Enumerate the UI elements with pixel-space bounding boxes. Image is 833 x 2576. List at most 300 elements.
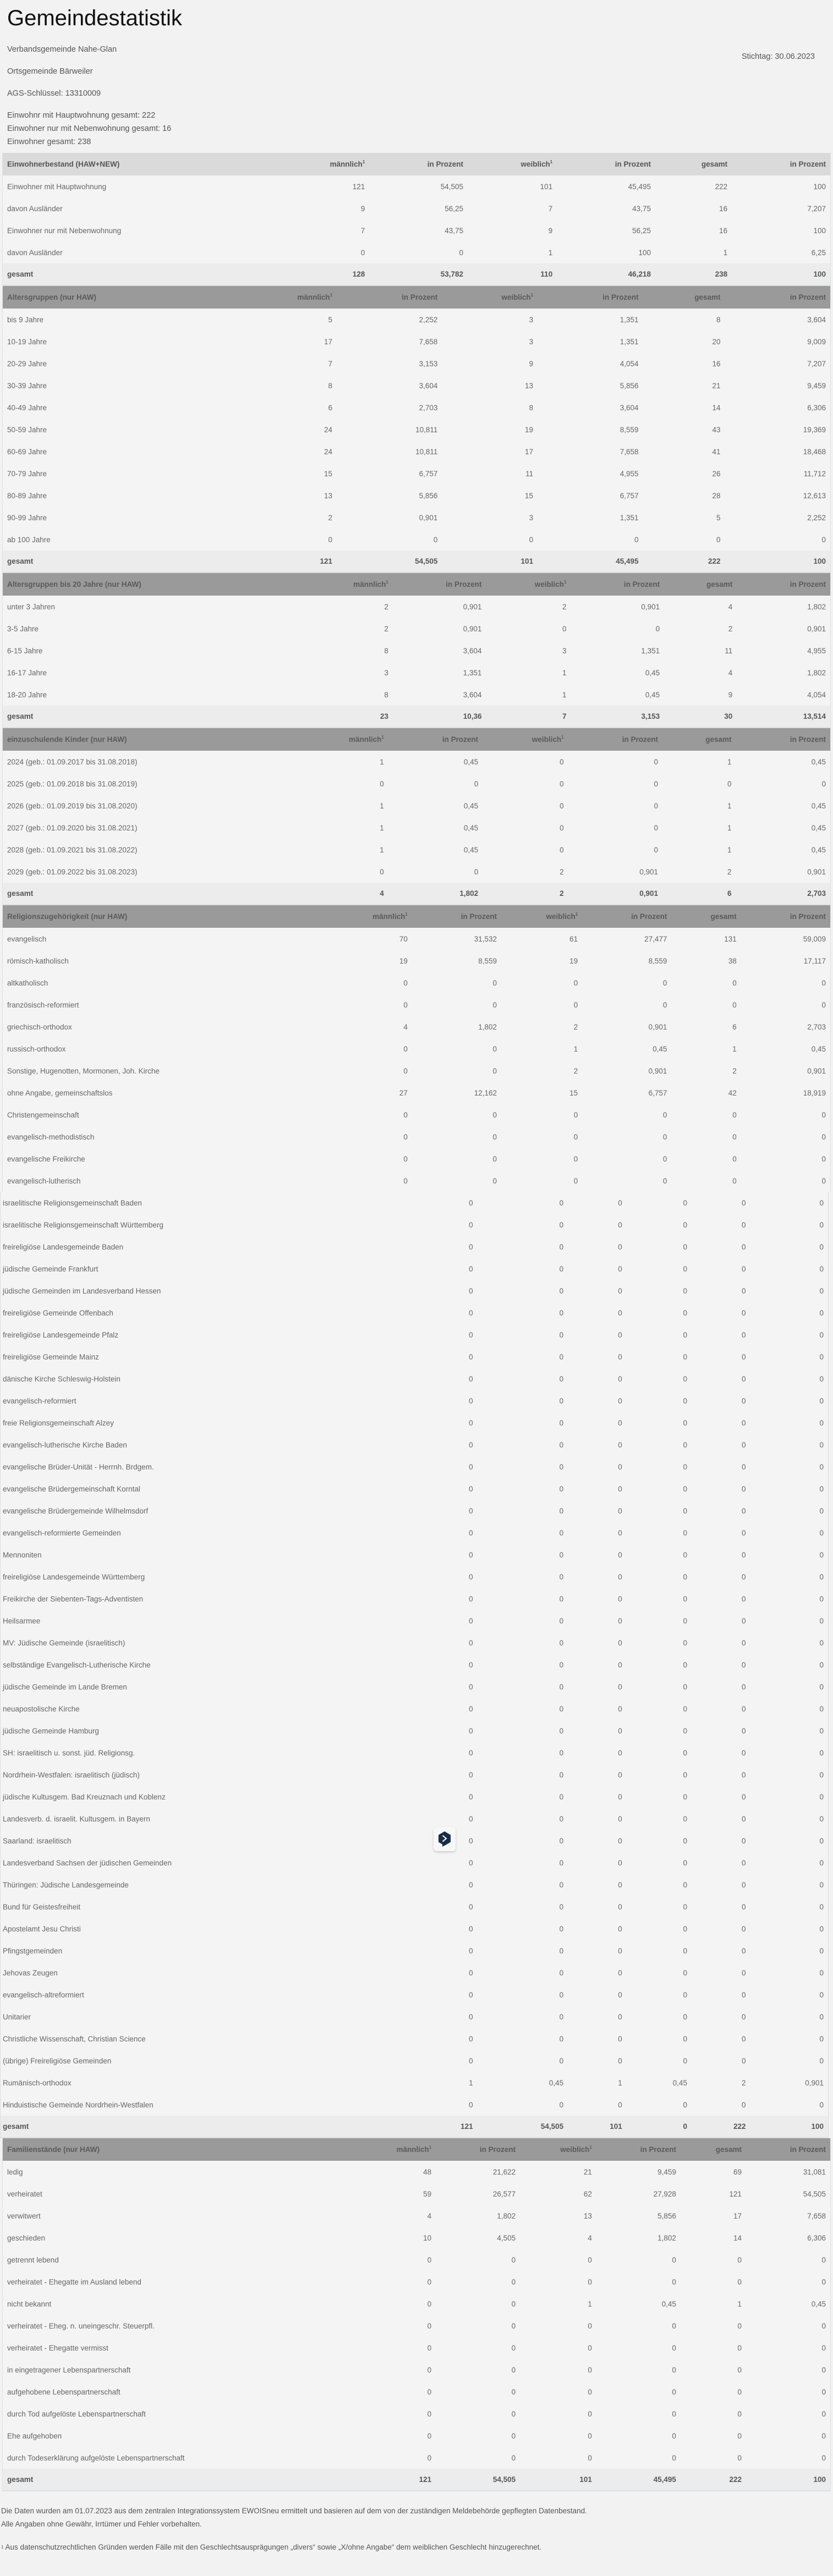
row-label: freireligiöse Landesgemeinde Pfalz — [3, 1330, 119, 1339]
col-prozent-m: 0 — [492, 1176, 497, 1185]
col-prozent-g: 11,712 — [803, 469, 826, 478]
col-prozent-g: 0 — [821, 2365, 826, 2374]
col-prozent-m: 7,658 — [419, 337, 438, 346]
row-label: evangelisch-reformiert — [3, 1396, 76, 1405]
col-weiblich: 0 — [618, 1220, 622, 1229]
col-gesamt: 121 — [729, 2189, 742, 2198]
col-gesamt: 0 — [737, 2255, 742, 2264]
col-gesamt: 2 — [728, 624, 733, 633]
col-maennlich: 4 — [427, 2211, 432, 2220]
col-weiblich: 0 — [573, 1176, 578, 1185]
col-prozent-w: 45,495 — [628, 182, 651, 191]
row-label: Einwohner nur mit Nebenwohnung — [7, 226, 122, 235]
table-row — [3, 1082, 830, 1104]
row-label: israelitische Religionsgemeinschaft Württemberg — [3, 1220, 163, 1229]
col-prozent-w: 0 — [683, 1770, 687, 1779]
table-row — [1, 1280, 828, 1302]
table-row — [3, 2249, 830, 2271]
col-weiblich: 8 — [529, 403, 534, 412]
col-weiblich: 21 — [583, 2167, 592, 2176]
col-prozent-w: 0 — [683, 1374, 687, 1383]
col-gesamt: 0 — [742, 1660, 746, 1669]
col-prozent-g: 7,658 — [807, 2211, 826, 2220]
row-label: evangelisch-reformierte Gemeinden — [3, 1528, 121, 1537]
row-label: jüdische Gemeinde Hamburg — [3, 1726, 99, 1735]
col-maennlich: 0 — [469, 1682, 473, 1691]
col-prozent-m: 0,45 — [463, 845, 479, 854]
col-maennlich: 9 — [360, 204, 365, 213]
row-label: 50-59 Jahre — [7, 425, 47, 434]
table-row — [1, 1610, 828, 1632]
col-prozent-g: 0 — [819, 1242, 824, 1251]
row-label: geschieden — [7, 2233, 46, 2242]
footnote-mark: 1 — [405, 912, 408, 917]
col-prozent-m: 0 — [559, 2012, 564, 2021]
row-label: Freikirche der Siebenten-Tags-Adventisten — [3, 1594, 144, 1603]
table-row — [3, 2161, 830, 2183]
row-label: Jehovas Zeugen — [3, 1968, 58, 1977]
col-prozent-m: 0 — [559, 1946, 564, 1955]
col-prozent-w: 0 — [683, 1528, 687, 1537]
table-row — [1, 1918, 828, 1940]
col-prozent-w: 1,351 — [641, 646, 660, 655]
col-weiblich: 1 — [562, 668, 567, 677]
col-weiblich: 0 — [573, 1000, 578, 1009]
col-maennlich: 0 — [403, 1066, 408, 1075]
col-weiblich: 0 — [588, 2365, 592, 2374]
col-weiblich-header: weiblich$^1$ — [520, 2138, 596, 2161]
col-prozent-w: 0 — [672, 2387, 676, 2396]
row-label: freireligiöse Gemeinde Mainz — [3, 1352, 99, 1361]
table-row — [1, 1654, 828, 1676]
col-prozent-m: 0 — [559, 1880, 564, 1889]
col-maennlich: 1 — [380, 823, 384, 832]
col-prozent-m: 0 — [559, 1374, 564, 1383]
col-prozent-g: 4,054 — [807, 690, 826, 699]
col-prozent-m: 0 — [559, 1836, 564, 1845]
col-prozent-m: 0 — [559, 1462, 564, 1471]
col-prozent-w: 6,757 — [620, 491, 639, 500]
row-label: 70-79 Jahre — [7, 469, 47, 478]
ortsgemeinde: Ortsgemeinde Bärweiler — [7, 67, 93, 76]
col-prozent-m: 0 — [559, 1418, 564, 1427]
table-row — [1, 1566, 828, 1588]
col-prozent-m: 0 — [559, 2100, 564, 2109]
footnote-text: Aus datenschutzrechtlichen Gründen werden Fälle mit den Geschlechtsausprägungen „divers“ sowie „X/ohne Angabe“ dem weiblichen Geschlecht hinzugerechnet. — [5, 2543, 542, 2551]
col-maennlich: 0 — [427, 2321, 432, 2330]
col-prozent-m: 3,604 — [419, 381, 438, 390]
col-weiblich: 0 — [588, 2343, 592, 2352]
col-prozent-g: 0 — [821, 2409, 826, 2418]
table-row — [1, 1698, 828, 1720]
col-prozent-g: 0 — [819, 1462, 824, 1471]
table-row — [3, 463, 830, 485]
col-weiblich: 0 — [618, 1836, 622, 1845]
col-maennlich: 121 — [353, 2469, 436, 2491]
table-row — [1, 1764, 828, 1786]
col-prozent-m: 0 — [511, 2277, 516, 2286]
col-prozent-w: 1,351 — [620, 513, 639, 522]
table-row — [3, 994, 830, 1016]
col-prozent-m: 0 — [511, 2453, 516, 2462]
table-total-row — [3, 263, 830, 285]
table-row — [3, 2205, 830, 2227]
col-gesamt: 222 — [692, 2116, 750, 2138]
table-row — [1, 1456, 828, 1478]
table-row — [3, 795, 830, 817]
col-gesamt: 30 — [664, 706, 737, 728]
col-maennlich: 0 — [427, 2277, 432, 2286]
footnote-mark: 1 — [330, 293, 333, 298]
col-prozent-w: 0 — [683, 1924, 687, 1933]
col-prozent-w: 0 — [683, 1550, 687, 1559]
row-label: 18-20 Jahre — [7, 690, 47, 699]
col-gesamt: 41 — [712, 447, 721, 456]
col-prozent-w: 0,45 — [653, 1044, 667, 1053]
col-maennlich: 0 — [469, 1990, 473, 1999]
col-prozent-g: 0 — [819, 1748, 824, 1757]
col-gesamt-header: gesamt — [655, 153, 732, 175]
table-row — [1, 2028, 828, 2050]
footnote-mark: 1 — [589, 2145, 592, 2150]
col-gesamt: 0 — [742, 1220, 746, 1229]
col-prozent-m: 26,577 — [492, 2189, 516, 2198]
col-prozent-m: 0 — [492, 1132, 497, 1141]
row-label: evangelische Freikirche — [7, 1154, 85, 1163]
col-gesamt: 0 — [742, 1264, 746, 1273]
col-prozent-w: 0 — [683, 1418, 687, 1427]
col-prozent-g: 0 — [819, 1924, 824, 1933]
row-label: Unitarier — [3, 2012, 31, 2021]
table-row — [3, 2337, 830, 2359]
col-weiblich: 15 — [569, 1088, 578, 1097]
col-gesamt: 2 — [727, 867, 732, 876]
table-row — [1, 1412, 828, 1434]
col-prozent-w: 0 — [654, 823, 659, 832]
col-prozent-g: 2,252 — [807, 513, 826, 522]
col-gesamt: 0 — [716, 535, 721, 544]
verbandsgemeinde: Verbandsgemeinde Nahe-Glan — [7, 45, 117, 54]
col-prozent-m: 0 — [559, 1550, 564, 1559]
col-prozent-w: 0 — [683, 1242, 687, 1251]
table-row — [3, 375, 830, 397]
col-gesamt-header: gesamt — [664, 573, 737, 596]
col-prozent-g: 0 — [819, 1550, 824, 1559]
col-prozent-g: 0 — [821, 1154, 826, 1163]
summary-main-residence: Einwohnr mit Hauptwohnung gesamt: 222 — [7, 111, 156, 120]
col-weiblich: 0 — [618, 1396, 622, 1405]
col-prozent-w: 27,928 — [653, 2189, 676, 2198]
col-gesamt: 0 — [732, 1000, 737, 1009]
col-prozent-w: 0 — [654, 845, 659, 854]
col-prozent-g: 6,306 — [807, 403, 826, 412]
col-prozent-m: 1,802 — [388, 883, 483, 905]
row-label: freireligiöse Landesgemeinde Württemberg — [3, 1572, 145, 1581]
row-label: 80-89 Jahre — [7, 491, 47, 500]
col-maennlich: 0 — [380, 779, 384, 788]
col-prozent-g: 4,955 — [807, 646, 826, 655]
col-weiblich-header: weiblich$^1$ — [501, 905, 582, 928]
col-weiblich: 0 — [618, 1880, 622, 1889]
row-label: SH: israelitisch u. sonst. jüd. Religionsg. — [3, 1748, 135, 1757]
col-prozent-w: 0,45 — [672, 2078, 687, 2087]
table-row — [1, 1808, 828, 1830]
table-row — [1, 1522, 828, 1544]
col-weiblich: 0 — [618, 1946, 622, 1955]
col-weiblich: 2 — [560, 867, 564, 876]
col-gesamt: 1 — [727, 801, 732, 810]
table-row — [3, 596, 830, 618]
col-prozent-w: 0 — [662, 1154, 667, 1163]
col-prozent-g: 0 — [819, 1660, 824, 1669]
col-maennlich: 24 — [324, 425, 333, 434]
col-prozent-m: 0 — [559, 1396, 564, 1405]
col-gesamt: 38 — [728, 956, 737, 965]
col-gesamt: 0 — [737, 2387, 742, 2396]
col-weiblich: 1 — [548, 248, 553, 257]
col-gesamt: 0 — [742, 1440, 746, 1449]
col-maennlich: 70 — [399, 934, 408, 943]
col-prozent-w: 0 — [683, 1396, 687, 1405]
col-weiblich-header: weiblich$^1$ — [483, 728, 568, 751]
table-row — [3, 2359, 830, 2381]
col-prozent-w: 0 — [683, 1726, 687, 1735]
col-maennlich-header: männlich$^1$ — [233, 286, 337, 309]
col-prozent-m: 0 — [559, 1286, 564, 1295]
stat-table — [3, 905, 830, 1192]
col-maennlich: 2 — [328, 513, 333, 522]
table-row — [1, 1896, 828, 1918]
col-gesamt: 0 — [742, 1506, 746, 1515]
col-maennlich: 0 — [469, 1484, 473, 1493]
row-label: in eingetragener Lebenspartnerschaft — [7, 2365, 131, 2374]
row-label: Pfingstgemeinden — [3, 1946, 63, 1955]
col-prozent-g: 0,901 — [807, 1066, 826, 1075]
col-maennlich: 0 — [469, 2034, 473, 2043]
col-prozent-m: 0 — [559, 1990, 564, 1999]
table-row — [3, 1016, 830, 1038]
table-row — [3, 972, 830, 994]
col-maennlich: 3 — [384, 668, 388, 677]
col-prozent-m: 0 — [511, 2255, 516, 2264]
col-prozent-g: 0 — [819, 2056, 824, 2065]
table-title: Einwohnerbestand (HAW+NEW) — [3, 153, 273, 175]
table-row — [3, 1104, 830, 1126]
col-maennlich: 8 — [384, 690, 388, 699]
row-label: israelitische Religionsgemeinschaft Baden — [3, 1198, 142, 1207]
row-label: gesamt — [3, 263, 273, 285]
table-title: Altersgruppen (nur HAW) — [3, 286, 233, 309]
col-gesamt: 0 — [742, 1242, 746, 1251]
row-label: Einwohner mit Hauptwohnung — [7, 182, 107, 191]
col-gesamt: 0 — [742, 1308, 746, 1317]
col-prozent-w: 27,477 — [644, 934, 667, 943]
col-prozent-g: 0,45 — [811, 2299, 826, 2308]
table-total-row — [1, 2116, 828, 2138]
col-prozent-w: 0 — [683, 1330, 687, 1339]
col-prozent-g: 0 — [819, 1814, 824, 1823]
meta-section — [0, 44, 833, 150]
table-row — [3, 2315, 830, 2337]
col-prozent-w: 45,495 — [538, 551, 643, 573]
stat-table — [3, 2138, 830, 2491]
col-weiblich: 0 — [618, 1374, 622, 1383]
col-weiblich: 2 — [483, 883, 568, 905]
table-row — [1, 1984, 828, 2006]
col-gesamt: 0 — [742, 1792, 746, 1801]
table-row — [3, 839, 830, 861]
col-weiblich: 3 — [529, 315, 534, 324]
col-prozent-m: 0,901 — [419, 513, 438, 522]
col-prozent-m: 0 — [559, 1220, 564, 1229]
table-title: einzuschulende Kinder (nur HAW) — [3, 728, 296, 751]
table-row — [3, 861, 830, 883]
table-row — [3, 2403, 830, 2425]
col-prozent-w: 4,955 — [620, 469, 639, 478]
col-gesamt-header: gesamt — [671, 905, 741, 928]
col-maennlich: 0 — [427, 2409, 432, 2418]
col-prozent-g: 100 — [813, 182, 826, 191]
col-prozent-g: 0 — [821, 2255, 826, 2264]
col-gesamt: 0 — [742, 2012, 746, 2021]
col-prozent-g-header: in Prozent — [737, 573, 830, 596]
col-prozent-m: 0 — [511, 2431, 516, 2440]
row-label: gesamt — [3, 706, 301, 728]
col-weiblich: 0 — [588, 2431, 592, 2440]
col-maennlich: 48 — [423, 2167, 432, 2176]
table-5 — [2, 2138, 831, 2491]
col-gesamt: 0 — [742, 1528, 746, 1537]
col-weiblich: 0 — [573, 1132, 578, 1141]
table-total-row — [3, 2469, 830, 2491]
col-prozent-g: 3,604 — [807, 315, 826, 324]
col-weiblich: 0 — [618, 1440, 622, 1449]
col-prozent-g: 31,081 — [803, 2167, 826, 2176]
table-total-row — [3, 883, 830, 905]
footnote-mark: 1 — [362, 159, 365, 164]
col-weiblich: 1 — [573, 1044, 578, 1053]
col-prozent-w: 0 — [634, 535, 639, 544]
col-maennlich: 0 — [469, 1902, 473, 1911]
col-prozent-g: 0 — [821, 535, 826, 544]
col-maennlich: 0 — [469, 1198, 473, 1207]
col-gesamt: 6 — [732, 1022, 737, 1031]
table-row — [1, 1346, 828, 1368]
col-gesamt: 0 — [742, 1858, 746, 1867]
table-row — [1, 1390, 828, 1412]
col-maennlich: 0 — [469, 1594, 473, 1603]
row-label: verheiratet - Ehegatte im Ausland lebend — [7, 2277, 141, 2286]
row-label: Hinduistische Gemeinde Nordrhein-Westfalen — [3, 2100, 154, 2109]
table-row — [1, 1324, 828, 1346]
footnote-mark: 1 — [381, 735, 384, 740]
col-gesamt: 0 — [742, 1352, 746, 1361]
col-prozent-g: 0 — [819, 1528, 824, 1537]
row-label: römisch-katholisch — [7, 956, 69, 965]
col-gesamt: 0 — [742, 1330, 746, 1339]
col-gesamt: 0 — [742, 1616, 746, 1625]
row-label: altkatholisch — [7, 978, 48, 987]
col-prozent-w: 0 — [662, 978, 667, 987]
col-gesamt: 222 — [643, 551, 725, 573]
col-maennlich: 0 — [360, 248, 365, 257]
col-weiblich-header: weiblich$^1$ — [468, 153, 557, 175]
row-label: 90-99 Jahre — [7, 513, 47, 522]
col-maennlich: 1 — [380, 801, 384, 810]
col-weiblich: 2 — [573, 1066, 578, 1075]
reference-date: Stichtag: 30.06.2023 — [741, 52, 815, 61]
col-prozent-g: 0 — [819, 1440, 824, 1449]
col-maennlich: 0 — [380, 867, 384, 876]
col-gesamt: 0 — [742, 1704, 746, 1713]
col-weiblich: 9 — [529, 359, 534, 368]
col-gesamt: 0 — [732, 1154, 737, 1163]
chat-widget-button[interactable] — [434, 1827, 456, 1851]
col-gesamt: 0 — [742, 1946, 746, 1955]
col-prozent-m: 2,252 — [419, 315, 438, 324]
row-label: Landesverband Sachsen der jüdischen Gemeinden — [3, 1858, 172, 1867]
table-row — [3, 1170, 830, 1192]
col-maennlich: 0 — [469, 1352, 473, 1361]
col-prozent-m: 54,505 — [337, 551, 442, 573]
col-prozent-m: 0 — [559, 1352, 564, 1361]
col-gesamt: 0 — [742, 2034, 746, 2043]
col-gesamt: 26 — [712, 469, 721, 478]
table-title: Religionszugehörigkeit (nur HAW) — [3, 905, 325, 928]
row-label: selbständige Evangelisch-Lutherische Kirche — [3, 1660, 151, 1669]
col-maennlich: 0 — [469, 1550, 473, 1559]
row-label: Sonstige, Hugenotten, Mormonen, Joh. Kirche — [7, 1066, 160, 1075]
col-maennlich: 5 — [328, 315, 333, 324]
table-row — [3, 1126, 830, 1148]
row-label: 2029 (geb.: 01.09.2022 bis 31.08.2023) — [7, 867, 138, 876]
col-gesamt: 0 — [742, 1748, 746, 1757]
col-prozent-w: 6,757 — [648, 1088, 667, 1097]
col-gesamt: 0 — [742, 1594, 746, 1603]
chat-bot-icon — [437, 1831, 452, 1847]
col-maennlich: 8 — [384, 646, 388, 655]
table-row — [1, 1478, 828, 1500]
col-gesamt: 222 — [715, 182, 728, 191]
col-prozent-m: 0 — [559, 1660, 564, 1669]
col-prozent-w: 0 — [662, 1132, 667, 1141]
col-prozent-m: 21,622 — [492, 2167, 516, 2176]
col-gesamt: 1 — [732, 1044, 737, 1053]
col-weiblich: 2 — [562, 602, 567, 611]
row-label: 16-17 Jahre — [7, 668, 47, 677]
col-gesamt: 0 — [742, 1726, 746, 1735]
col-gesamt-header: gesamt — [681, 2138, 746, 2161]
col-prozent-m: 0 — [474, 779, 479, 788]
col-weiblich: 0 — [562, 624, 567, 633]
row-label: verheiratet — [7, 2189, 42, 2198]
col-prozent-g: 0 — [821, 2387, 826, 2396]
col-gesamt: 1 — [727, 757, 732, 766]
col-gesamt: 21 — [712, 381, 721, 390]
col-gesamt: 0 — [737, 2277, 742, 2286]
col-gesamt: 0 — [742, 1990, 746, 1999]
col-gesamt: 0 — [742, 1836, 746, 1845]
col-prozent-w: 0 — [683, 1462, 687, 1471]
col-prozent-g: 0 — [819, 1792, 824, 1801]
col-weiblich: 19 — [569, 956, 578, 965]
col-maennlich: 27 — [399, 1088, 408, 1097]
col-prozent-w: 0 — [683, 1946, 687, 1955]
col-weiblich: 101 — [568, 2116, 627, 2138]
col-weiblich: 3 — [562, 646, 567, 655]
col-prozent-m: 3,153 — [419, 359, 438, 368]
col-maennlich: 0 — [403, 1154, 408, 1163]
